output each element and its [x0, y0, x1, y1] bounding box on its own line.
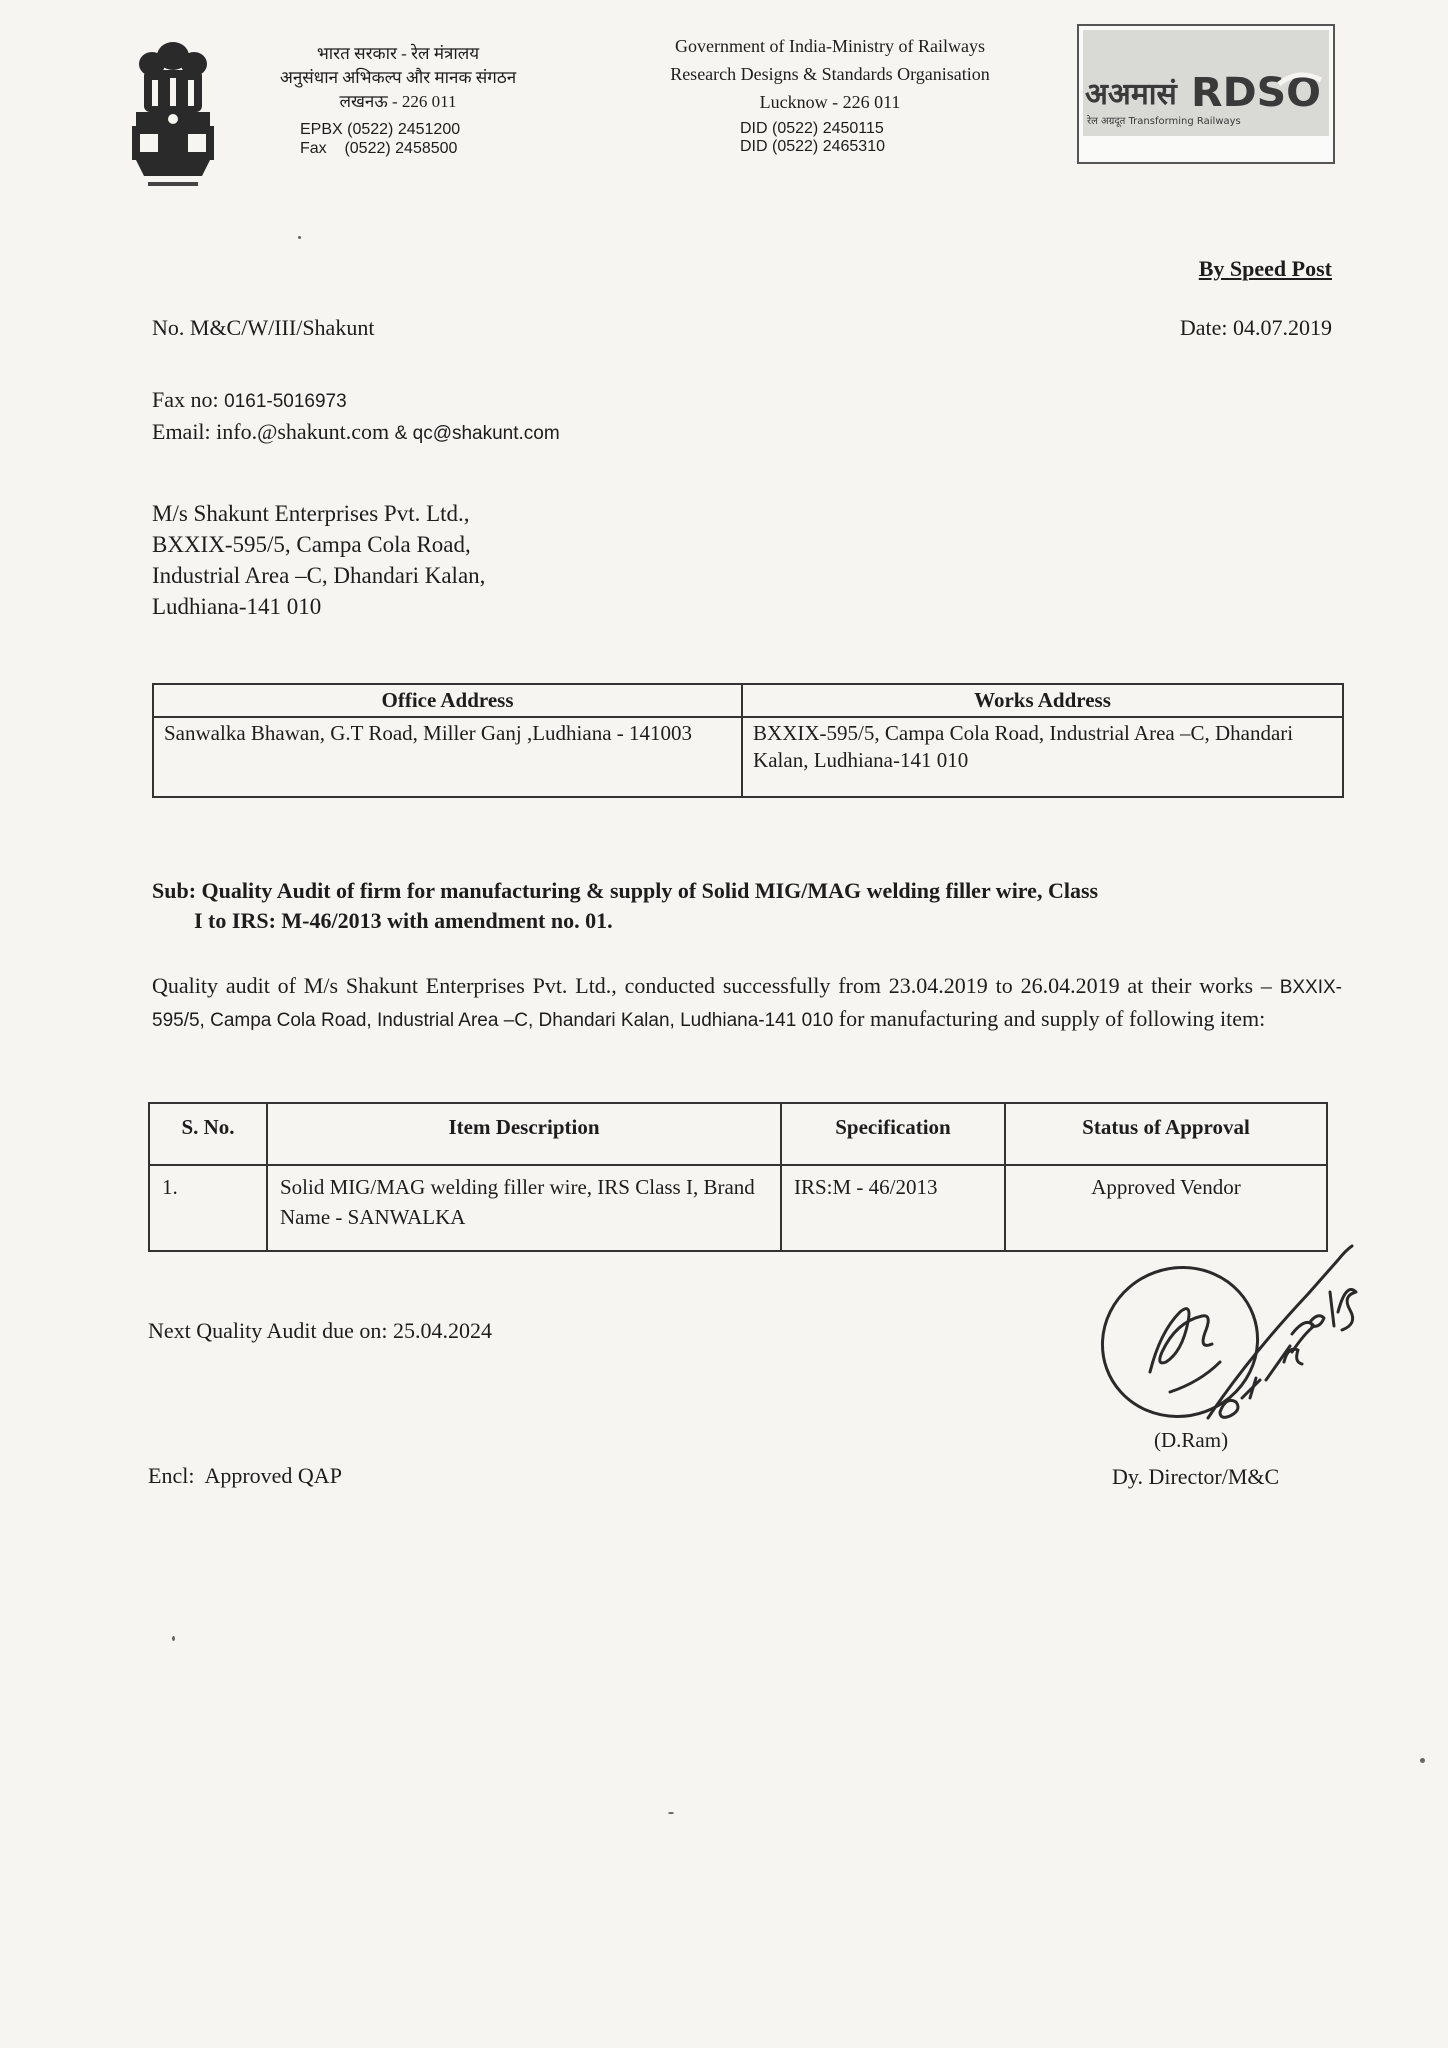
ministry-line: Government of India-Ministry of Railways: [675, 36, 985, 56]
paragraph-works-address: BXXIX-595/5, Campa Cola Road, Industrial Area –C, Dhandari Kalan, Ludhiana-141 010: [152, 977, 1342, 1031]
logo-hindi-text: अअमासं: [1085, 77, 1177, 112]
specification-cell: IRS:M - 46/2013: [781, 1165, 1005, 1251]
addressee-email: [152, 418, 560, 448]
fax-label: Fax no:: [152, 387, 225, 412]
logo-tagline: रेल अग्रदूत Transforming Railways: [1087, 116, 1241, 127]
works-address-header: Works Address: [742, 684, 1343, 717]
dispatch-mode: By Speed Post: [1198, 256, 1332, 281]
table-row: [153, 717, 1343, 797]
addressee-fax: [152, 386, 347, 416]
signatory-name: (D.Ram): [1154, 1428, 1229, 1452]
subject-line-1: Sub: Quality Audit of firm for manufacturing & supply of Solid MIG/MAG welding filler wire, Class: [152, 878, 1099, 903]
subject-line: [152, 876, 1342, 936]
city-line: Lucknow - 226 011: [759, 92, 901, 112]
fax-number: Fax (0522) 2458500: [300, 140, 458, 157]
addressee-block: [152, 498, 485, 622]
paragraph-part-2: for manufacturing and supply of following item:: [833, 1006, 1266, 1031]
email-label: Email: info.@shakunt.com: [152, 419, 395, 444]
letter-date: Date: 04.07.2019: [1179, 315, 1332, 340]
description-header: Item Description: [267, 1103, 781, 1165]
addressee-line: Industrial Area –C, Dhandari Kalan,: [152, 563, 486, 588]
letterhead-english: [620, 32, 1040, 156]
office-address-header: Office Address: [153, 684, 742, 717]
did-number-2: DID (0522) 2465310: [740, 138, 885, 155]
scan-speck: [298, 236, 301, 239]
organisation-line: Research Designs & Standards Organisation: [670, 64, 990, 84]
rdso-logo: [1077, 24, 1335, 164]
works-address-cell: BXXIX-595/5, Campa Cola Road, Industrial Area –C, Dhandari Kalan, Ludhiana-141 010: [742, 717, 1343, 797]
addressee-line: Ludhiana-141 010: [152, 594, 322, 619]
enclosure: [148, 1463, 342, 1489]
next-audit-date: Next Quality Audit due on: 25.04.2024: [148, 1318, 493, 1343]
status-cell: Approved Vendor: [1005, 1165, 1327, 1251]
hindi-line-1: भारत सरकार - रेल मंत्रालय: [316, 44, 480, 63]
did-number-1: DID (0522) 2450115: [740, 120, 884, 137]
scan-speck: [668, 1812, 674, 1814]
table-header-row: [149, 1103, 1327, 1165]
table-header-row: [153, 684, 1343, 717]
sno-cell: 1.: [149, 1165, 267, 1251]
paragraph-part-1: Quality audit of M/s Shakunt Enterprises Pvt. Ltd., conducted successfully from 23.04.2019 to 26.04.2019 at their works –: [152, 973, 1280, 998]
rdso-logo-image: [1079, 26, 1333, 162]
national-emblem-icon: [122, 34, 224, 194]
hindi-line-3: लखनऊ - 226 011: [339, 92, 457, 111]
address-table: [152, 683, 1344, 798]
addressee-line: M/s Shakunt Enterprises Pvt. Ltd.,: [152, 501, 470, 526]
audit-paragraph: [152, 970, 1342, 1036]
subject-line-2: I to IRS: M-46/2013 with amendment no. 01.: [194, 908, 613, 933]
addressee-line: BXXIX-595/5, Campa Cola Road,: [152, 532, 471, 557]
reference-number: No. M&C/W/III/Shakunt: [152, 315, 375, 340]
signatory-designation: Dy. Director/M&C: [1112, 1464, 1280, 1489]
epbx-number: EPBX (0522) 2451200: [300, 121, 461, 138]
handwritten-signature: [1080, 1222, 1380, 1462]
email-value: & qc@shakunt.com: [394, 423, 560, 444]
specification-header: Specification: [781, 1103, 1005, 1165]
sno-header: S. No.: [149, 1103, 267, 1165]
hindi-line-2: अनुसंधान अभिकल्प और मानक संगठन: [279, 68, 517, 87]
enclosure-label: Encl:: [148, 1463, 195, 1488]
enclosure-value: Approved QAP: [204, 1463, 342, 1488]
description-cell: Solid MIG/MAG welding filler wire, IRS Class I, Brand Name - SANWALKA: [267, 1165, 781, 1251]
letterhead-hindi: [238, 42, 558, 158]
scan-speck: [1420, 1758, 1425, 1763]
office-address-cell: Sanwalka Bhawan, G.T Road, Miller Ganj ,Ludhiana - 141003: [153, 717, 742, 797]
logo-rdso-text: RDSO: [1191, 70, 1321, 116]
fax-value: 0161-5016973: [224, 391, 347, 412]
status-header: Status of Approval: [1005, 1103, 1327, 1165]
scan-speck: [172, 1636, 175, 1641]
